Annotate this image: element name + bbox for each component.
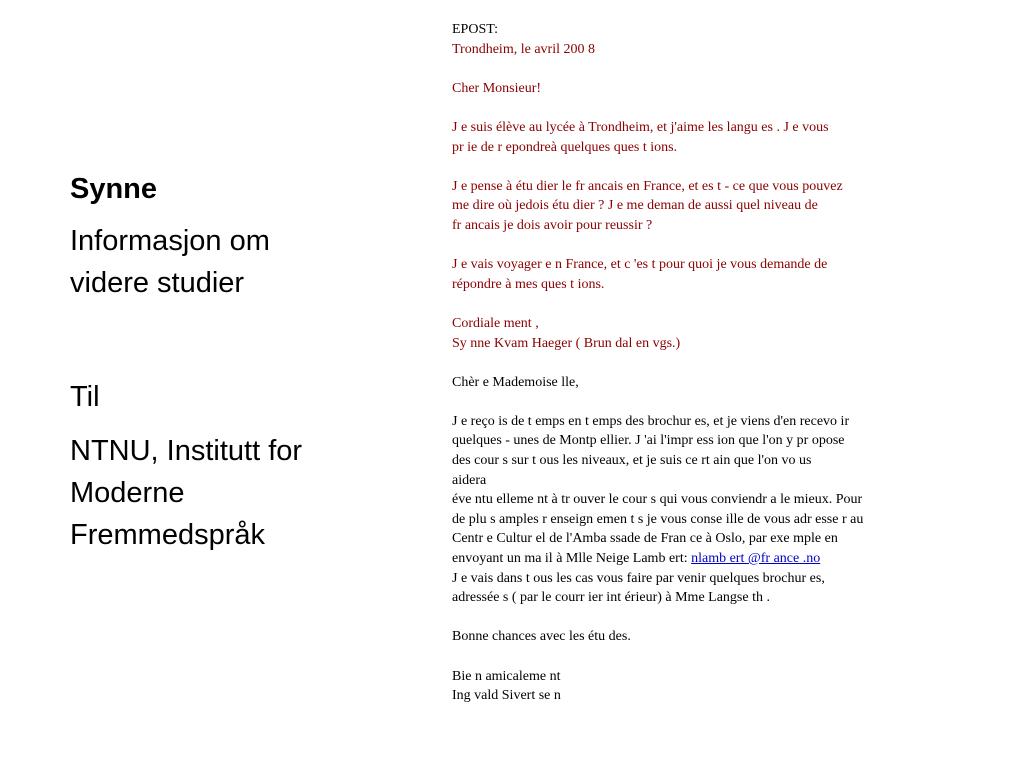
text-line: adressée s ( par le courr ier int érieur) à Mme Langse th . (452, 590, 770, 606)
email-link[interactable]: nlamb ert @fr ance .no (691, 551, 821, 567)
text-line: quelques - unes de Montp ellier. J 'ai l'impr ess ion que l'on y pr opose (452, 433, 845, 449)
reply-closing: Bie n amicaleme nt (452, 668, 561, 684)
text-line: Centr e Cultur el de l'Amba ssade de Fran ce à Oslo, par exe mple en (452, 531, 838, 547)
subject-line: Informasjon om (70, 225, 270, 257)
reply-signature: Ing vald Sivert se n (452, 688, 561, 704)
text-line-with-link (452, 549, 1022, 569)
text-line: J e vais dans t ous les cas vous faire par venir quelques brochur es, (452, 570, 825, 586)
link-prefix: envoyant un ma il à Mlle Neige Lamb ert: (452, 551, 692, 567)
text-line: J e suis élève au lycée à Trondheim, et j'aime les langu es . J e vous (452, 119, 829, 135)
text-line: J e reço is de t emps en t emps des brochur es, et je viens d'en recevo ir (452, 413, 850, 429)
email-header: EPOST: (452, 22, 498, 37)
paragraph-1 (452, 118, 1022, 157)
text-line: aidera (452, 472, 487, 488)
text-line: fr ancais je dois avoir pour reussir ? (452, 217, 653, 233)
paragraph-3 (452, 255, 1022, 294)
letter-signature: Sy nne Kvam Haeger ( Brun dal en vgs.) (452, 335, 681, 351)
left-panel (70, 168, 400, 556)
email-letter (452, 20, 1022, 706)
text-line: J e pense à étu dier le fr ancais en France, et es t - ce que vous pouvez (452, 178, 843, 194)
text-line: me dire où jedois étu dier ? J e me deman de aussi quel niveau de (452, 198, 818, 214)
letter-closing: Cordiale ment , (452, 315, 539, 331)
text-line: J e vais voyager e n France, et c 'es t pour quoi je vous demande de (452, 257, 828, 273)
reply-wish: Bonne chances avec les étu des. (452, 629, 631, 645)
text-line: répondre à mes ques t ions. (452, 276, 605, 292)
text-line: de plu s amples r enseign emen t s je vous conse ille de vous adr esse r au (452, 511, 864, 527)
sender-name: Synne (70, 173, 158, 205)
subject-line: videre studier (70, 267, 245, 299)
letter-greeting: Cher Monsieur! (452, 80, 542, 96)
reply-paragraph-1 (452, 412, 1022, 608)
text-line: pr ie de r epondreà quelques ques t ions. (452, 139, 678, 155)
text-line: des cour s sur t ous les niveaux, et je suis ce rt ain que l'on vo us (452, 453, 812, 469)
recipient (70, 430, 400, 556)
subject (70, 220, 400, 304)
recipient-line: Moderne (70, 477, 185, 509)
text-line: éve ntu elleme nt à tr ouver le cour s qui vous conviendr a le mieux. Pour (452, 492, 863, 508)
recipient-line: NTNU, Institutt for (70, 435, 303, 467)
recipient-line: Fremmedspråk (70, 519, 265, 551)
reply-greeting: Chèr e Mademoise lle, (452, 374, 579, 390)
paragraph-2 (452, 177, 1022, 236)
letter-date: Trondheim, le avril 200 8 (452, 41, 595, 57)
to-label: Til (70, 381, 100, 413)
